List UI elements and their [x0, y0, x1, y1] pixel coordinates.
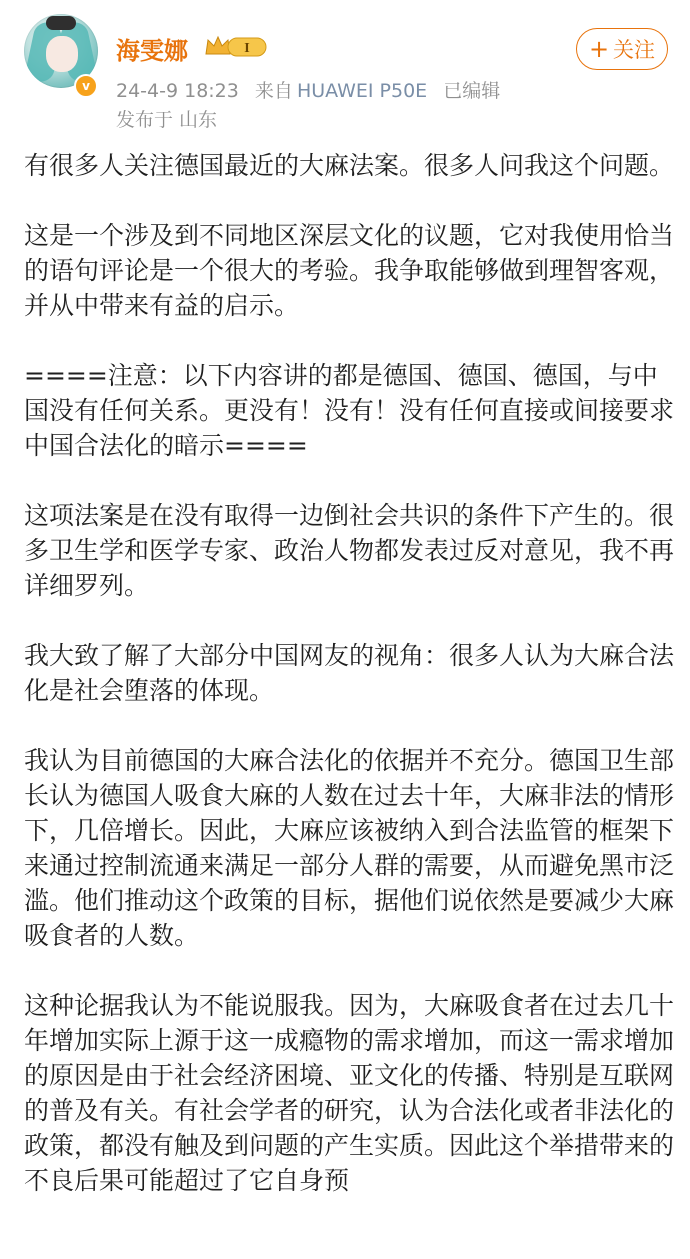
- paragraph: 有很多人关注德国最近的大麻法案。很多人问我这个问题。: [24, 151, 675, 180]
- paragraph: 我认为目前德国的大麻合法化的依据并不充分。德国卫生部长认为德国人吸食大麻的人数在过去十年，大麻非法的情形下，几倍增长。因此，大麻应该被纳入到合法监管的框架下来通过控制流通来满足一部分人群的需要，从而避免黑市泛滥。他们推动这个政策的目标，据他们说依然是要减少大麻吸食者的人数。: [24, 746, 675, 950]
- paragraph: 这种论据我认为不能说服我。因为，大麻吸食者在过去几十年增加实际上源于这一成瘾物的需求增加，而这一需求增加的原因是由于社会经济困境、亚文化的传播、特别是互联网的普及有关。有社会学者的研究，认为合法化或者非法化的政策，都没有触及到问题的产生实质。因此这个举措带来的不良后果可能超过了它自身预: [24, 991, 675, 1195]
- device-name[interactable]: HUAWEI P50E: [296, 80, 428, 102]
- paragraph: ====注意：以下内容讲的都是德国、德国、德国，与中国没有任何关系。更没有！没有！没有任何直接或间接要求中国合法化的暗示====: [24, 361, 675, 460]
- post-timestamp: 24-4-9 18:23: [116, 80, 239, 102]
- username[interactable]: 海雯娜: [116, 37, 188, 65]
- post-header: [0, 0, 690, 140]
- post-meta: [116, 76, 510, 103]
- post-location: 发布于 山东: [116, 109, 218, 131]
- verified-icon: v: [74, 74, 98, 98]
- badge-level-text: I: [244, 41, 250, 56]
- edited-label[interactable]: 已编辑: [443, 80, 501, 102]
- follow-label: 关注: [613, 38, 656, 62]
- crown-level-badge-icon[interactable]: [204, 34, 268, 60]
- paragraph: 我大致了解了大部分中国网友的视角：很多人认为大麻合法化是社会堕落的体现。: [24, 641, 675, 705]
- paragraph: 这是一个涉及到不同地区深层文化的议题，它对我使用恰当的语句评论是一个很大的考验。我争取能够做到理智客观，并从中带来有益的启示。: [24, 221, 675, 320]
- follow-button[interactable]: [576, 28, 668, 70]
- paragraph: 这项法案是在没有取得一边倒社会共识的条件下产生的。很多卫生学和医学专家、政治人物都发表过反对意见，我不再详细罗列。: [24, 501, 675, 600]
- post-content: [24, 148, 674, 1233]
- source-prefix: 来自: [254, 80, 293, 102]
- plus-icon: +: [588, 35, 610, 63]
